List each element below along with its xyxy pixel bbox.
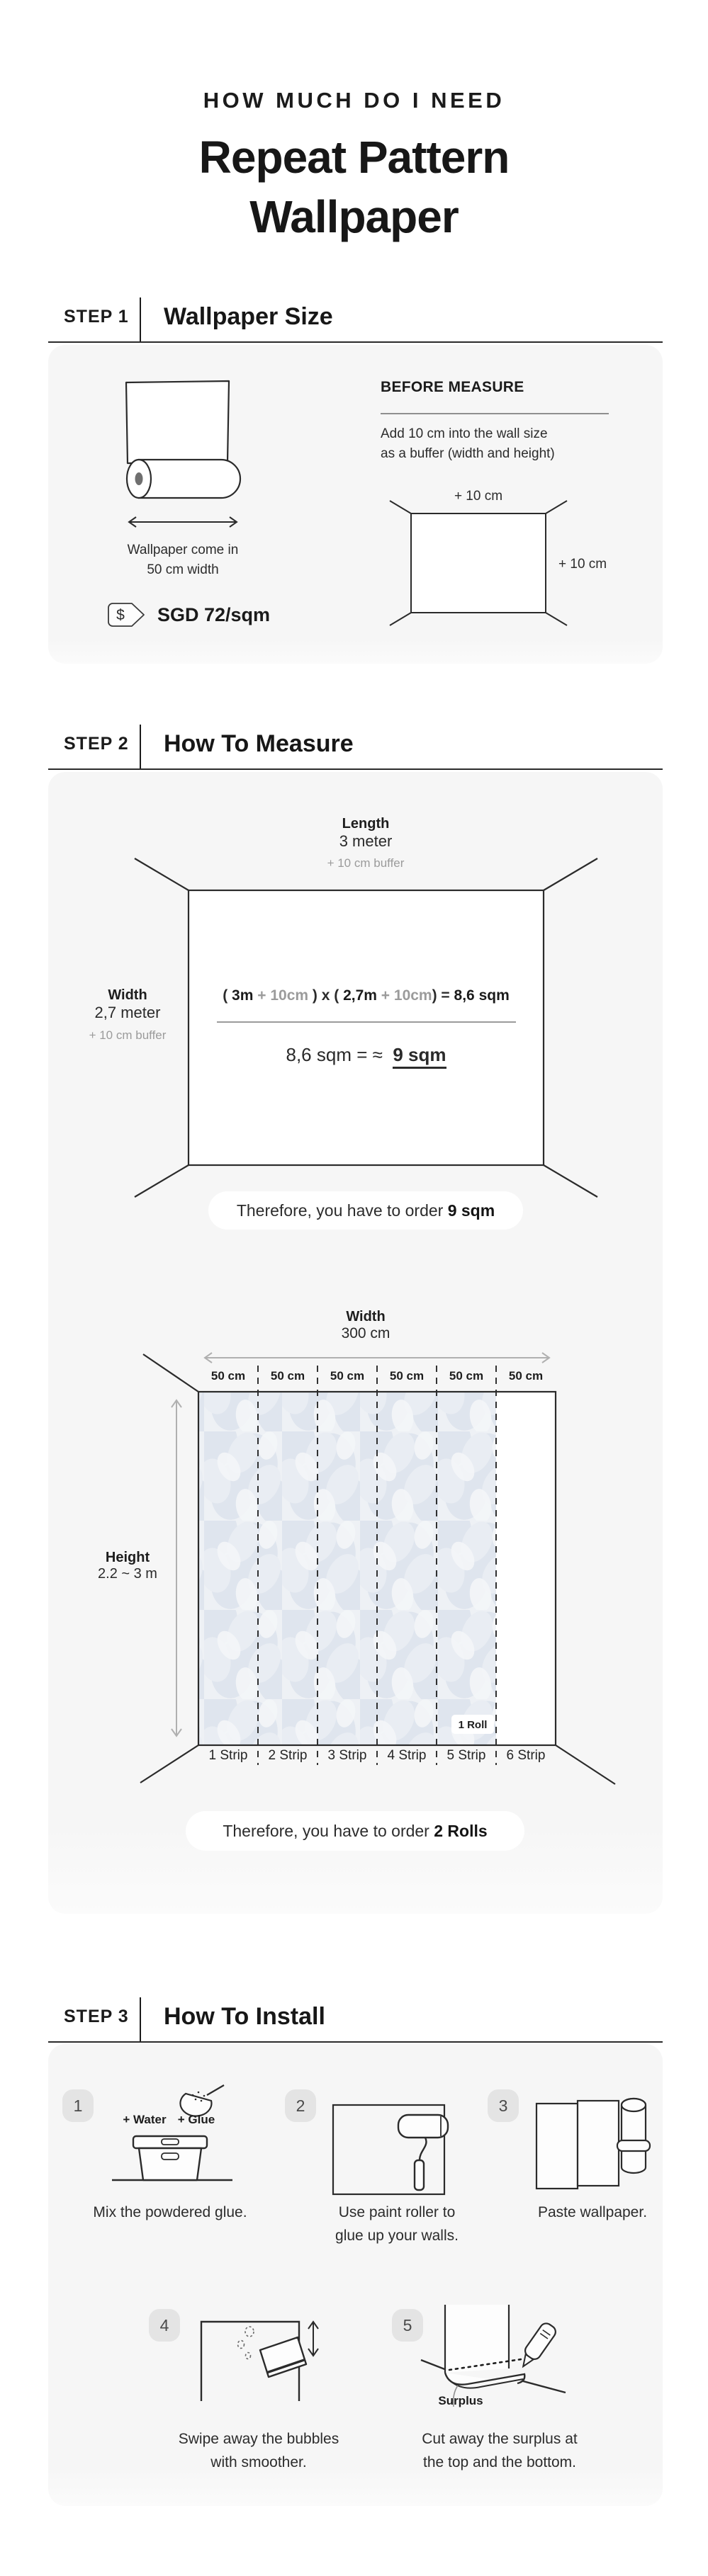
length-buffer: + 10 cm buffer xyxy=(327,856,405,870)
order-sqm-bold: 9 sqm xyxy=(447,1201,495,1220)
cm-label: 50 cm xyxy=(330,1369,365,1383)
wallpaper-pattern-fill xyxy=(199,1392,496,1744)
formula-part: ) = xyxy=(432,987,454,1004)
paint-roller-icon xyxy=(327,2095,455,2203)
cutter-knife xyxy=(516,2321,558,2371)
width-buffer: + 10 cm buffer xyxy=(89,1028,167,1042)
roll-caption xyxy=(91,540,275,580)
formula-part: + 10cm xyxy=(253,987,309,1004)
area-formula xyxy=(189,987,544,1004)
install-step-badge-1: 1 xyxy=(62,2089,94,2122)
buffer-right-label: + 10 cm xyxy=(558,557,607,572)
strip-width-value: 300 cm xyxy=(341,1325,390,1341)
strip-height-label: Height xyxy=(105,1550,150,1565)
caption-line: glue up your walls. xyxy=(335,2228,459,2244)
rounding-line xyxy=(189,1044,544,1066)
install-caption-4 xyxy=(167,2427,351,2474)
surplus-label: Surplus xyxy=(438,2394,483,2407)
cm-label: 50 cm xyxy=(270,1369,305,1383)
formula-part: ) x ( xyxy=(308,987,344,1004)
roll-caption-line1: Wallpaper come in xyxy=(127,543,239,557)
strip-label: 3 Strip xyxy=(327,1748,367,1763)
strip-label: 1 Strip xyxy=(208,1748,248,1763)
water-label: + Water xyxy=(123,2113,167,2126)
dollar-glyph: $ xyxy=(116,607,125,623)
step3-title: How To Install xyxy=(164,2002,325,2030)
step1-header xyxy=(48,292,663,343)
order-rolls-bold: 2 Rolls xyxy=(434,1821,488,1840)
formula-part: 8,6 sqm xyxy=(454,987,510,1004)
rounding-result: 9 sqm xyxy=(393,1044,446,1069)
step2-label: STEP 2 xyxy=(64,733,129,754)
length-label: Length xyxy=(342,816,390,832)
install-caption-1 xyxy=(78,2201,262,2224)
caption-line: Use paint roller to xyxy=(338,2204,456,2220)
strip-width-block xyxy=(259,1309,472,1342)
buffer-top-label: + 10 cm xyxy=(454,489,503,504)
strip-width-label: Width xyxy=(346,1309,386,1324)
formula-part: + 10cm xyxy=(376,987,432,1004)
install-caption-2 xyxy=(301,2201,493,2247)
order-rolls-prefix: Therefore, you have to order xyxy=(223,1821,434,1840)
one-roll-tag xyxy=(451,1715,494,1734)
wall-buffer-diagram xyxy=(369,475,666,641)
install-caption-3 xyxy=(507,2201,678,2224)
caption-line: Cut away the surplus at xyxy=(422,2431,578,2447)
strip-height-block xyxy=(67,1550,188,1582)
price-tag-icon xyxy=(106,601,147,629)
caption-line: with smoother. xyxy=(210,2454,307,2470)
paste-wallpaper-icon xyxy=(528,2091,656,2201)
step2-title: How To Measure xyxy=(164,730,354,757)
formula-divider xyxy=(217,1021,516,1023)
rounding-prefix: 8,6 sqm = ≈ xyxy=(286,1044,393,1065)
order-sqm-pill xyxy=(208,1191,523,1230)
strip-height-value: 2.2 ~ 3 m xyxy=(98,1566,157,1582)
formula-part: 3m xyxy=(232,987,254,1004)
caption-line: Swipe away the bubbles xyxy=(178,2431,339,2447)
before-measure-body-line2: as a buffer (width and height) xyxy=(381,446,555,461)
glue-label: + Glue xyxy=(177,2113,215,2126)
wallpaper-roll-illustration xyxy=(119,375,254,506)
install-caption-5 xyxy=(400,2427,599,2474)
strip-label-row xyxy=(198,1748,556,1764)
strip-label: 6 Strip xyxy=(506,1748,546,1763)
formula-part: ( xyxy=(223,987,232,1004)
install-step-badge-3: 3 xyxy=(488,2089,519,2122)
cm-label: 50 cm xyxy=(508,1369,544,1383)
cm-label: 50 cm xyxy=(449,1369,484,1383)
one-roll-tag-text: 1 Roll xyxy=(458,1719,488,1731)
page-eyebrow: HOW MUCH DO I NEED xyxy=(203,88,505,113)
price-row xyxy=(106,601,270,629)
step3-label: STEP 3 xyxy=(64,2006,129,2026)
strip-label: 2 Strip xyxy=(268,1748,308,1763)
before-measure-body xyxy=(381,424,636,464)
room-wall-diagram xyxy=(48,843,660,1218)
formula-part: 2,7m xyxy=(343,987,377,1004)
order-sqm-prefix: Therefore, you have to order xyxy=(236,1201,448,1220)
page-title-line2: Wallpaper xyxy=(249,191,459,242)
length-value: 3 meter xyxy=(339,832,393,850)
step1-title: Wallpaper Size xyxy=(164,302,333,330)
strip-label: 5 Strip xyxy=(446,1748,486,1763)
before-measure-heading: BEFORE MEASURE xyxy=(381,379,524,395)
cm-label: 50 cm xyxy=(389,1369,425,1383)
price-text: SGD 72/sqm xyxy=(157,603,271,625)
width-value: 2,7 meter xyxy=(94,1004,161,1021)
caption-line: Mix the powdered glue. xyxy=(93,2204,247,2220)
roll-width-arrow-icon xyxy=(122,514,244,530)
before-measure-underline xyxy=(381,413,609,414)
caption-line: the top and the bottom. xyxy=(423,2454,576,2470)
install-step-badge-4: 4 xyxy=(149,2309,180,2342)
step1-label: STEP 1 xyxy=(64,306,129,327)
step3-header xyxy=(48,1992,663,2043)
smoother-icon xyxy=(193,2310,331,2406)
strip-label: 4 Strip xyxy=(387,1748,427,1763)
step2-header xyxy=(48,719,663,770)
page-title-line1: Repeat Pattern xyxy=(198,132,510,183)
install-step-badge-5: 5 xyxy=(392,2309,423,2342)
roll-caption-line2: 50 cm width xyxy=(147,562,219,577)
cm-label: 50 cm xyxy=(210,1369,246,1383)
width-label: Width xyxy=(108,987,147,1003)
before-measure-body-line1: Add 10 cm into the wall size xyxy=(381,426,548,441)
install-step-badge-2: 2 xyxy=(285,2089,316,2122)
caption-line: Paste wallpaper. xyxy=(537,2204,648,2220)
order-rolls-pill xyxy=(186,1811,524,1851)
